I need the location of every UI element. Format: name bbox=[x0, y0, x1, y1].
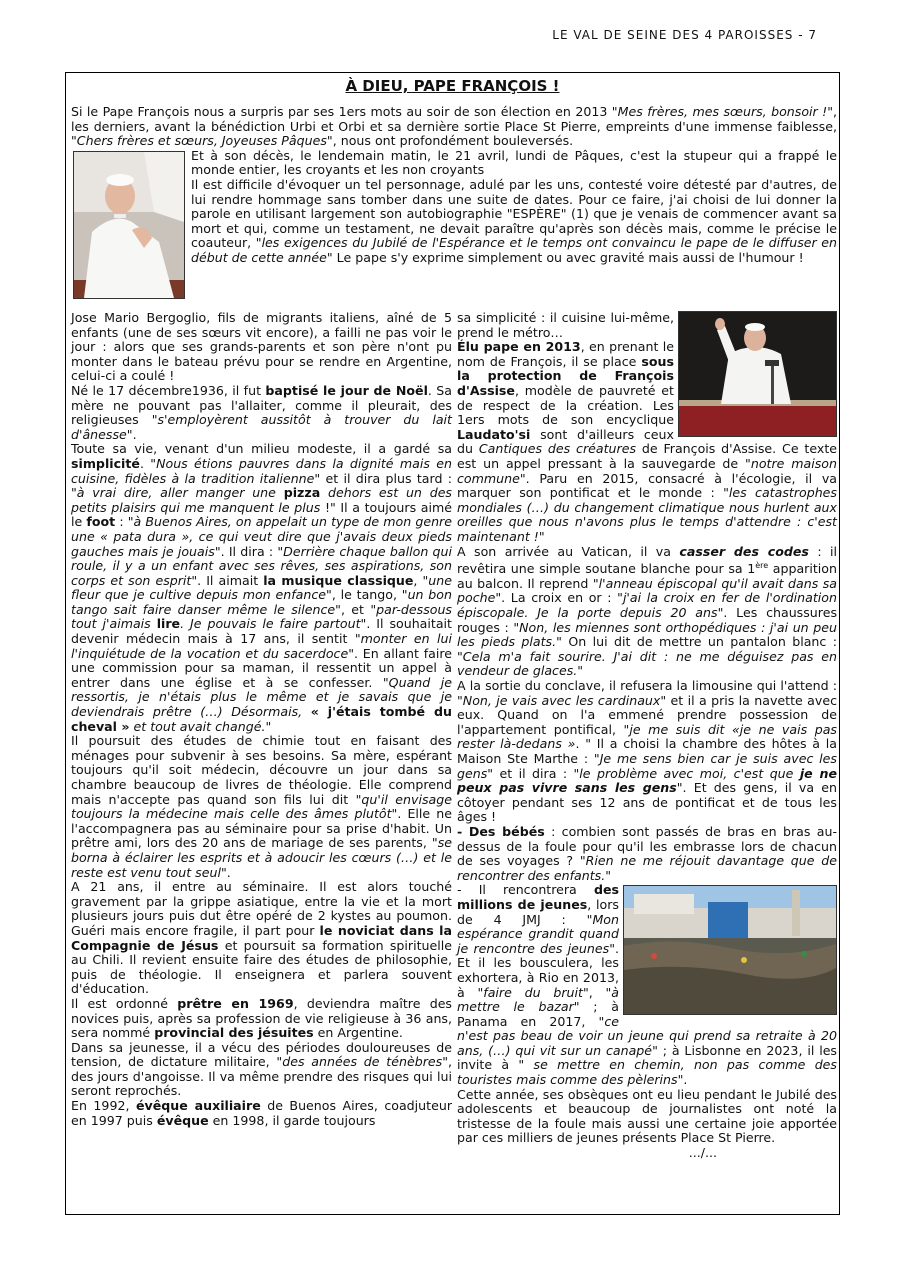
photo-pope-seated bbox=[73, 151, 185, 299]
photo-pope-waving bbox=[678, 311, 837, 437]
paragraph-conclave: A la sortie du conclave, il refusera la limousine qui l'attend : "Non, je vais avec les cardinaux" et il a pris la navette avec eux. Quand on l'a emmené prendre possession de l'appartement pontifical, "je me suis dit «je ne vais pas rester là-dedans ». " Il a choisi la chambre des hôtes à la Maison Ste Marthe : "Je me sens bien car je suis avec les gens" et il dira : "le problème avec moi, c'est que je ne peux pas vivre sans les gens". Et des gens, il va en côtoyer pendant ses 12 ans de pontificat et de tous les âges ! bbox=[457, 678, 838, 825]
intro-section bbox=[71, 105, 837, 299]
paragraph-youth: - Il rencontrera des millions de jeunes, lors de 4 JMJ : "Mon espérance grandit quand je rencontre des jeunes". Et il les bousculera, les exhortera, à Rio en 2013, à "faire du bruit", "à mettre le bazar" ; à Panama en 2017, "ce n'est pas beau de voir un jeune qui prend sa retraite à 20 ans, (…) qui vit sur un canapé" ; à Lisbonne en 2023, il les invite à " se mettre en chemin, non pas comme des touristes mais comme des pèlerins". bbox=[457, 882, 837, 1088]
left-column bbox=[71, 311, 452, 1128]
continuation-mark: .../... bbox=[688, 1145, 717, 1161]
paragraph-election: Élu pape en 2013, en prenant le nom de François, il se place sous la protection de François d'Assise, modèle de pauvreté et de respect de la création. Les 1ers mots de son encyclique Laudato'si sont d'ailleurs ceux du Cantiques des créatures de François d'Assise. Ce texte est un appel pressant à la sauvegarde de "notre maison commune". Paru en 2015, consacré à l'écologie, il va marquer son pontificat et le monde : "les catastrophes mondiales (…) du changement climatique nous hurlent aux oreilles que nous n'avons plus le temps d'attendre : c'est maintenant !" bbox=[457, 339, 838, 544]
paragraph-babies: - Des bébés : combien sont passés de bras en bras au-dessus de la foule pour qu'il les embrasse lors de chacun de ses voyages ? "Rien ne me réjouit davantage que de rencontrer des enfants." bbox=[457, 823, 838, 883]
paragraph-vatican: A son arrivée au Vatican, il va casser des codes : il revêtira une simple soutane blanche pour sa 1ère apparition au balcon. Il reprend "l'anneau épiscopal qu'il avait dans sa poche". La croix en or : "j'ai la croix en fer de l'ordination épiscopale. Je la porte depuis 20 ans". Les chaussures rouges : "Non, les miennes sont orthopédiques : j'ai un peu les pieds plats." On lui dit de mettre un pantalon blanc : "Cela m'a fait sourire. J'ai dit : ne me déguisez pas en vendeur de glaces." bbox=[457, 543, 838, 679]
paragraph-simplicity: Toute sa vie, venant d'un milieu modeste, il a gardé sa simplicité. "Nous étions pauvres dans la dignité mais en cuisine, fidèles à la tradition italienne" et il dira plus tard : "à vrai dire, aller manger une pizza dehors est un des petits plaisirs qui me manquent le plus !" Il a toujours aimé le foot : "à Buenos Aires, on appelait un type de mon genre une « pata dura », ce qui veut dire que j'avais deux pieds gauches mais je jouais". Il dira : "Derrière chaque ballon qui roule, il y a un enfant avec ses rêves, ses aspirations, son corps et son esprit". Il aimait la musique classique, "une fleur que je cultive depuis mon enfance", le tango, "un bon tango sait faire danser même le silence", et "par-dessous tout j'aimais lire. Je pouvais le faire partout". Il souhaitait devenir médecin mais à 17 ans, il sentit "monter en lui l'inquiétude de la vocation et du sacerdoce". En allant faire une commission pour sa maman, il ressentit un appel à entrer dans une église et à se confesser. "Quand je ressortis, je n'étais plus le même et je savais que je deviendrais prêtre (…) Désormais, « j'étais tombé du cheval » et tout avait changé." bbox=[71, 441, 453, 734]
running-header: LE VAL DE SEINE DES 4 PAROISSES - 7 bbox=[552, 28, 817, 42]
paragraph-ordination: Il est ordonné prêtre en 1969, deviendra maître des novices puis, après sa profession de vie religieuse à 36 ans, sera nommé provincial des jésuites en Argentine. bbox=[71, 995, 452, 1041]
paragraph-dictatorship: Dans sa jeunesse, il a vécu des périodes douloureuses de tension, de dictature militaire, "des années de ténèbres", des jours d'angoisse. Il va même prendre des risques qui lui seront reprochés. bbox=[71, 1039, 452, 1099]
paragraph-studies: Il poursuit des études de chimie tout en faisant des ménages pour subvenir à ses besoins. Sa mère, espérant toujours qu'il soit médecin, découvre un jour dans sa chambre beaucoup de livres de théologie. Elle comprend mais n'accepte pas quand son fils lui dit "qu'il envisage toujours la médecine mais celle des âmes plutôt". Elle ne l'accompagnera pas au séminaire pour sa prise d'habit. Un prêtre ami, lors des 20 ans de mariage de ses parents, "se borna à éclairer les esprits et à adoucir les cœurs (…) et le reste est venu tout seul". bbox=[71, 733, 452, 880]
paragraph-bishop: En 1992, évêque auxiliaire de Buenos Aires, coadjuteur en 1997 puis évêque en 1998, il garde toujours bbox=[71, 1098, 452, 1128]
paragraph-funeral: Cette année, ses obsèques ont eu lieu pendant le Jubilé des adolescents et beaucoup de journalistes ont noté la tristesse de la foule mais aussi une certaine joie apportée par ces milliers de jeunes présents Place St Pierre. bbox=[457, 1086, 837, 1146]
paragraph-baptism: Né le 17 décembre1936, il fut baptisé le jour de Noël. Sa mère ne pouvant pas l'allaiter, comme il pleurait, des religieuses "s'employèrent aussitôt à trouver du lait d'ânesse". bbox=[71, 382, 452, 442]
article-title: À DIEU, PAPE FRANÇOIS ! bbox=[345, 77, 560, 95]
paragraph-birth-family: Jose Mario Bergoglio, fils de migrants italiens, aîné de 5 enfants (une de ses sœurs vit encore), a failli ne pas voir le jour : alors que ses grands-parents et son père n'ont pu monter dans le bateau prévu pour se rendre en Argentine, celui-ci a coulé ! bbox=[71, 310, 452, 384]
right-column bbox=[457, 311, 837, 1161]
photo-jmj-crowd bbox=[623, 885, 837, 1015]
intro-paragraph-2: Et à son décès, le lendemain matin, le 21 avril, lundi de Pâques, c'est la stupeur qui a frappé le monde entier, les croyants et les non croyants bbox=[191, 147, 837, 178]
paragraph-simplicity-continued: sa simplicité : il cuisine lui-même, prend le métro… bbox=[457, 310, 674, 340]
article-frame bbox=[65, 72, 840, 1215]
paragraph-seminary: A 21 ans, il entre au séminaire. Il est alors touché gravement par la grippe asiatique, entre la vie et la mort plusieurs jours puis dut être opéré de 2 kystes au poumon. Guéri mais encore fragile, il part pour le noviciat dans la Compagnie de Jésus et poursuit sa formation spirituelle au Chili. Il revient ensuite faire des études de philosophie, puis de théologie. Il enseignera et parlera souvent d'éducation. bbox=[71, 879, 453, 997]
intro-paragraph-3: Il est difficile d'évoquer un tel personnage, adulé par les uns, contesté voire détesté par d'autres, de lui rendre hommage sans tomber dans une suite de dates. Pour ce faire, j'ai choisi de lui donner la parole en utilisant largement son autobiographie "ESPÈRE" (1) que je venais de commencer avant sa mort et qui, comme un testament, ne devait paraître qu'après son décès mais, comme le précise le coauteur, "les exigences du Jubilé de l'Espérance et le temps ont convaincu le pape de le diffuser en début de cette année" Le pape s'y exprime simplement ou avec gravité mais aussi de l'humour ! bbox=[191, 176, 837, 265]
intro-paragraph-1: Si le Pape François nous a surpris par ses 1ers mots au soir de son élection en 2013 "Mes frères, mes sœurs, bonsoir !", les derniers, avant la bénédiction Urbi et Orbi et sa dernière sortie Place St Pierre, empreints d'une immense faiblesse, "Chers frères et sœurs, Joyeuses Pâques", nous ont profondément bouleversés. bbox=[71, 104, 838, 149]
